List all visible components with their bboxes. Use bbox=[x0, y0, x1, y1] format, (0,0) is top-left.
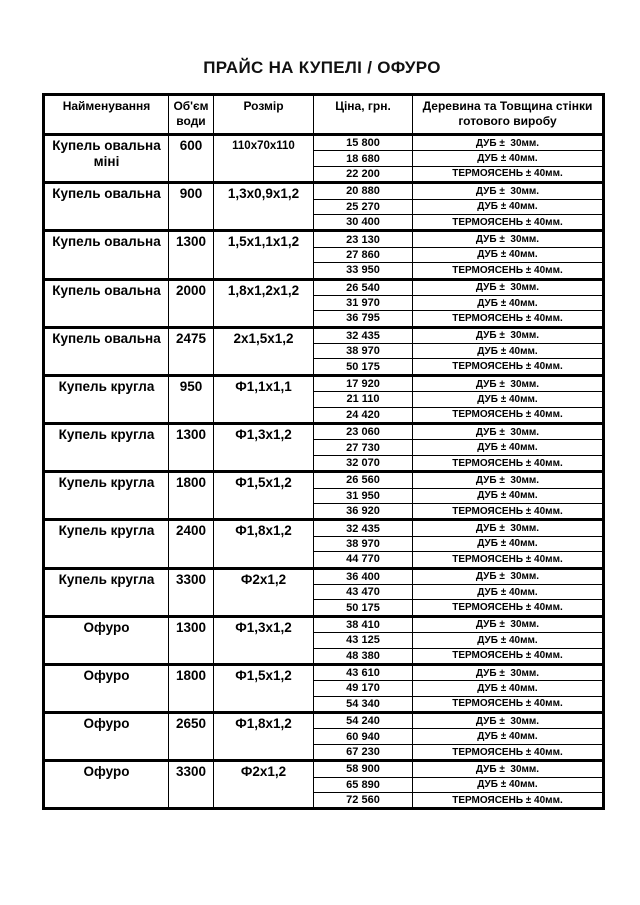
product-name-cell: Купель кругла bbox=[44, 424, 169, 472]
page-title: ПРАЙС НА КУПЕЛІ / ОФУРО bbox=[203, 58, 441, 77]
table-header bbox=[44, 95, 604, 135]
product-group bbox=[44, 664, 604, 712]
col-header-wood bbox=[413, 95, 604, 135]
table-row bbox=[44, 375, 604, 391]
wood-spec-cell: ДУБ ± 30мм. bbox=[413, 761, 604, 777]
product-group bbox=[44, 327, 604, 375]
product-name-cell: Купель кругла bbox=[44, 375, 169, 423]
size-cell: 2х1,5х1,2 bbox=[214, 327, 314, 375]
price-cell: 33 950 bbox=[314, 263, 413, 279]
col-header-volume-line2: води bbox=[176, 114, 206, 128]
product-name-cell: Офуро bbox=[44, 713, 169, 761]
volume-cell: 2650 bbox=[169, 713, 214, 761]
table-row bbox=[44, 520, 604, 536]
wood-spec-cell: ДУБ ± 40мм. bbox=[413, 777, 604, 792]
wood-spec-cell: ТЕРМОЯСЕНЬ ± 40мм. bbox=[413, 166, 604, 182]
price-cell: 17 920 bbox=[314, 375, 413, 391]
price-cell: 25 270 bbox=[314, 199, 413, 214]
col-header-wood-line1: Деревина та Товщина стінки bbox=[422, 99, 593, 113]
price-cell: 27 730 bbox=[314, 440, 413, 455]
wood-spec-cell: ДУБ ± 40мм. bbox=[413, 295, 604, 310]
wood-spec-cell: ДУБ ± 30мм. bbox=[413, 520, 604, 536]
price-cell: 43 470 bbox=[314, 584, 413, 599]
wood-spec-cell: ТЕРМОЯСЕНЬ ± 40мм. bbox=[413, 455, 604, 471]
product-group bbox=[44, 231, 604, 279]
product-name-cell: Купель овальна bbox=[44, 327, 169, 375]
product-group bbox=[44, 472, 604, 520]
volume-cell: 1800 bbox=[169, 472, 214, 520]
volume-cell: 1300 bbox=[169, 424, 214, 472]
product-name-cell: Купель овальна bbox=[44, 231, 169, 279]
col-header-wood-line2: готового виробу bbox=[458, 114, 557, 128]
product-group bbox=[44, 713, 604, 761]
wood-spec-cell: ДУБ ± 40мм. bbox=[413, 488, 604, 503]
wood-spec-cell: ДУБ ± 40мм. bbox=[413, 392, 604, 407]
price-cell: 60 940 bbox=[314, 729, 413, 744]
size-cell: 1,8х1,2х1,2 bbox=[214, 279, 314, 327]
product-group bbox=[44, 279, 604, 327]
size-cell: Ф2х1,2 bbox=[214, 761, 314, 809]
table-row bbox=[44, 183, 604, 199]
price-cell: 36 920 bbox=[314, 503, 413, 519]
product-name-cell: Офуро bbox=[44, 616, 169, 664]
wood-spec-cell: ДУБ ± 30мм. bbox=[413, 231, 604, 247]
wood-spec-cell: ДУБ ± 30мм. bbox=[413, 183, 604, 199]
table-row bbox=[44, 327, 604, 343]
price-cell: 15 800 bbox=[314, 135, 413, 151]
product-group bbox=[44, 761, 604, 809]
table-row bbox=[44, 713, 604, 729]
product-group bbox=[44, 424, 604, 472]
volume-cell: 3300 bbox=[169, 568, 214, 616]
wood-spec-cell: ДУБ ± 40мм. bbox=[413, 729, 604, 744]
col-header-volume bbox=[169, 95, 214, 135]
price-cell: 26 560 bbox=[314, 472, 413, 488]
volume-cell: 600 bbox=[169, 135, 214, 183]
wood-spec-cell: ДУБ ± 40мм. bbox=[413, 536, 604, 551]
wood-spec-cell: ДУБ ± 40мм. bbox=[413, 344, 604, 359]
price-cell: 20 880 bbox=[314, 183, 413, 199]
price-cell: 38 970 bbox=[314, 344, 413, 359]
wood-spec-cell: ДУБ ± 40мм. bbox=[413, 633, 604, 648]
price-cell: 32 435 bbox=[314, 327, 413, 343]
size-cell: Ф1,3х1,2 bbox=[214, 424, 314, 472]
table-row bbox=[44, 472, 604, 488]
price-cell: 67 230 bbox=[314, 744, 413, 760]
price-cell: 18 680 bbox=[314, 151, 413, 166]
wood-spec-cell: ДУБ ± 30мм. bbox=[413, 472, 604, 488]
col-header-name-label: Найменування bbox=[62, 99, 151, 113]
volume-cell: 2400 bbox=[169, 520, 214, 568]
product-name-cell: Купель кругла bbox=[44, 472, 169, 520]
size-cell: Ф2х1,2 bbox=[214, 568, 314, 616]
price-cell: 23 130 bbox=[314, 231, 413, 247]
price-cell: 27 860 bbox=[314, 247, 413, 262]
price-cell: 48 380 bbox=[314, 648, 413, 664]
price-cell: 36 795 bbox=[314, 311, 413, 327]
wood-spec-cell: ТЕРМОЯСЕНЬ ± 40мм. bbox=[413, 311, 604, 327]
size-cell: Ф1,1х1,1 bbox=[214, 375, 314, 423]
volume-cell: 1800 bbox=[169, 664, 214, 712]
wood-spec-cell: ТЕРМОЯСЕНЬ ± 40мм. bbox=[413, 648, 604, 664]
price-cell: 24 420 bbox=[314, 407, 413, 423]
product-name-cell: Офуро bbox=[44, 664, 169, 712]
product-name-cell: Купель овальна bbox=[44, 183, 169, 231]
wood-spec-cell: ТЕРМОЯСЕНЬ ± 40мм. bbox=[413, 552, 604, 568]
product-name-cell: Купель кругла bbox=[44, 520, 169, 568]
size-cell: Ф1,3х1,2 bbox=[214, 616, 314, 664]
price-cell: 26 540 bbox=[314, 279, 413, 295]
wood-spec-cell: ТЕРМОЯСЕНЬ ± 40мм. bbox=[413, 600, 604, 616]
price-cell: 31 970 bbox=[314, 295, 413, 310]
size-cell: 110х70х110 bbox=[214, 135, 314, 183]
price-cell: 32 435 bbox=[314, 520, 413, 536]
price-cell: 50 175 bbox=[314, 359, 413, 375]
product-name-cell: Купель овальна bbox=[44, 279, 169, 327]
price-cell: 58 900 bbox=[314, 761, 413, 777]
wood-spec-cell: ТЕРМОЯСЕНЬ ± 40мм. bbox=[413, 359, 604, 375]
price-cell: 50 175 bbox=[314, 600, 413, 616]
product-name-cell: Купель кругла bbox=[44, 568, 169, 616]
wood-spec-cell: ДУБ ± 30мм. bbox=[413, 568, 604, 584]
table-row bbox=[44, 424, 604, 440]
wood-spec-cell: ДУБ ± 40мм. bbox=[413, 199, 604, 214]
size-cell: Ф1,5х1,2 bbox=[214, 664, 314, 712]
col-header-name bbox=[44, 95, 169, 135]
volume-cell: 2475 bbox=[169, 327, 214, 375]
table-row bbox=[44, 231, 604, 247]
volume-cell: 1300 bbox=[169, 616, 214, 664]
product-group bbox=[44, 520, 604, 568]
price-cell: 32 070 bbox=[314, 455, 413, 471]
price-cell: 21 110 bbox=[314, 392, 413, 407]
wood-spec-cell: ТЕРМОЯСЕНЬ ± 40мм. bbox=[413, 214, 604, 230]
table-row bbox=[44, 664, 604, 680]
col-header-price-label: Ціна, грн. bbox=[335, 99, 391, 113]
product-name-cell: Офуро bbox=[44, 761, 169, 809]
wood-spec-cell: ДУБ ± 30мм. bbox=[413, 375, 604, 391]
price-cell: 36 400 bbox=[314, 568, 413, 584]
wood-spec-cell: ТЕРМОЯСЕНЬ ± 40мм. bbox=[413, 793, 604, 809]
size-cell: 1,3х0,9х1,2 bbox=[214, 183, 314, 231]
wood-spec-cell: ДУБ ± 30мм. bbox=[413, 713, 604, 729]
header-row bbox=[44, 95, 604, 135]
wood-spec-cell: ДУБ ± 30мм. bbox=[413, 327, 604, 343]
product-group bbox=[44, 135, 604, 183]
volume-cell: 1300 bbox=[169, 231, 214, 279]
size-cell: Ф1,8х1,2 bbox=[214, 520, 314, 568]
table-row bbox=[44, 135, 604, 151]
price-cell: 54 240 bbox=[314, 713, 413, 729]
price-cell: 43 125 bbox=[314, 633, 413, 648]
volume-cell: 950 bbox=[169, 375, 214, 423]
price-cell: 22 200 bbox=[314, 166, 413, 182]
product-group bbox=[44, 616, 604, 664]
volume-cell: 3300 bbox=[169, 761, 214, 809]
wood-spec-cell: ТЕРМОЯСЕНЬ ± 40мм. bbox=[413, 407, 604, 423]
volume-cell: 900 bbox=[169, 183, 214, 231]
product-group bbox=[44, 375, 604, 423]
price-cell: 23 060 bbox=[314, 424, 413, 440]
price-cell: 38 970 bbox=[314, 536, 413, 551]
wood-spec-cell: ТЕРМОЯСЕНЬ ± 40мм. bbox=[413, 503, 604, 519]
col-header-size bbox=[214, 95, 314, 135]
price-cell: 72 560 bbox=[314, 793, 413, 809]
table-row bbox=[44, 568, 604, 584]
wood-spec-cell: ДУБ ± 40мм. bbox=[413, 151, 604, 166]
wood-spec-cell: ДУБ ± 40мм. bbox=[413, 247, 604, 262]
col-header-volume-line1: Об'єм bbox=[173, 99, 209, 113]
table-row bbox=[44, 761, 604, 777]
wood-spec-cell: ДУБ ± 40мм. bbox=[413, 440, 604, 455]
price-cell: 30 400 bbox=[314, 214, 413, 230]
table-row bbox=[44, 616, 604, 632]
volume-cell: 2000 bbox=[169, 279, 214, 327]
price-cell: 54 340 bbox=[314, 696, 413, 712]
price-cell: 44 770 bbox=[314, 552, 413, 568]
product-name-cell: Купель овальна міні bbox=[44, 135, 169, 183]
wood-spec-cell: ДУБ ± 40мм. bbox=[413, 681, 604, 696]
price-cell: 31 950 bbox=[314, 488, 413, 503]
size-cell: Ф1,5х1,2 bbox=[214, 472, 314, 520]
product-group bbox=[44, 568, 604, 616]
col-header-size-label: Розмір bbox=[243, 99, 284, 113]
size-cell: Ф1,8х1,2 bbox=[214, 713, 314, 761]
price-cell: 43 610 bbox=[314, 664, 413, 680]
size-cell: 1,5х1,1х1,2 bbox=[214, 231, 314, 279]
price-cell: 65 890 bbox=[314, 777, 413, 792]
col-header-price bbox=[314, 95, 413, 135]
wood-spec-cell: ДУБ ± 30мм. bbox=[413, 664, 604, 680]
wood-spec-cell: ДУБ ± 30мм. bbox=[413, 616, 604, 632]
price-cell: 38 410 bbox=[314, 616, 413, 632]
price-table bbox=[42, 93, 605, 810]
wood-spec-cell: ТЕРМОЯСЕНЬ ± 40мм. bbox=[413, 696, 604, 712]
table-row bbox=[44, 279, 604, 295]
wood-spec-cell: ДУБ ± 30мм. bbox=[413, 135, 604, 151]
wood-spec-cell: ДУБ ± 40мм. bbox=[413, 584, 604, 599]
wood-spec-cell: ТЕРМОЯСЕНЬ ± 40мм. bbox=[413, 263, 604, 279]
wood-spec-cell: ДУБ ± 30мм. bbox=[413, 424, 604, 440]
wood-spec-cell: ДУБ ± 30мм. bbox=[413, 279, 604, 295]
wood-spec-cell: ТЕРМОЯСЕНЬ ± 40мм. bbox=[413, 744, 604, 760]
product-group bbox=[44, 183, 604, 231]
price-cell: 49 170 bbox=[314, 681, 413, 696]
